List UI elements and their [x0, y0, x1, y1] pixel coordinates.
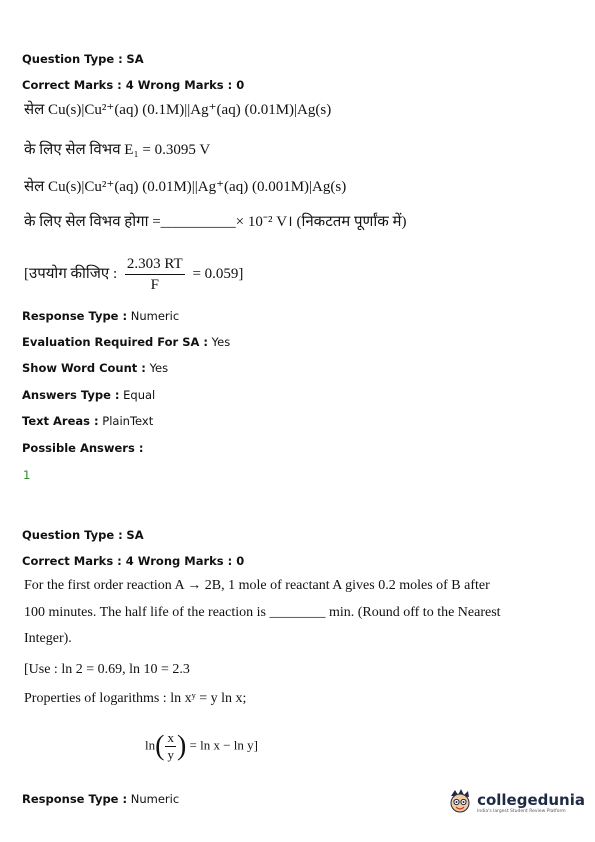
q1-field-4: Text Areas : PlainText [22, 414, 154, 428]
collegedunia-logo [447, 788, 585, 816]
q1-marks: Correct Marks : 4 Wrong Marks : 0 [22, 78, 245, 92]
q1-hint: [उपयोग कीजिए : $\frac{2.303 RT}{F}$ = 0.059] [24, 256, 244, 293]
q1-type: Question Type : SA [22, 52, 144, 66]
q1-field-1: Evaluation Required For SA : Yes [22, 335, 231, 349]
q1-line1: सेल Cu(s)|Cu²⁺(aq) (0.1M)||Ag⁺(aq) (0.01M)|Ag(s) [24, 102, 332, 118]
q1-answer: 1 [23, 468, 31, 482]
q2-line4: [Use : ln 2 = 0.69, ln 10 = 2.3 [24, 662, 190, 677]
logo-name: collegedunia [477, 790, 585, 809]
q1-hint-fraction: $\frac{2.303 RT}{F}$ [126, 256, 183, 293]
logo-tagline: India's largest Student Review Platform [477, 808, 566, 814]
q2-line1: For the first order reaction A → 2B, 1 mole of reactant A gives 0.2 moles of B after [24, 578, 490, 593]
q2-type: Question Type : SA [22, 528, 144, 542]
q1-field-3: Answers Type : Equal [22, 388, 156, 402]
q2-line2: 100 minutes. The half life of the reaction is ________ min. (Round off to the Nearest [24, 605, 501, 620]
q1-field-2: Show Word Count : Yes [22, 361, 169, 375]
q1-field-5: Possible Answers : [22, 441, 144, 455]
q2-line5: Properties of logarithms : ln xʸ = y ln x; [24, 691, 247, 706]
q2-marks: Correct Marks : 4 Wrong Marks : 0 [22, 554, 245, 568]
q2-log-formula: ln( $\frac{x}{y}$ ) = ln x − ln y] [145, 730, 258, 762]
q1-line4: के लिए सेल विभव होगा =__________× 10⁻² V। (निकटतम पूर्णांक में) [24, 214, 407, 230]
q1-line3: सेल Cu(s)|Cu²⁺(aq) (0.01M)||Ag⁺(aq) (0.001M)|Ag(s) [24, 179, 347, 195]
q1-line2: के लिए सेल विभव E₁ = 0.3095 V [24, 142, 211, 158]
q2-response-type: Response Type : Numeric [22, 792, 180, 806]
mascot-icon [447, 788, 473, 816]
q2-line3: Integer). [24, 631, 72, 646]
q1-field-0: Response Type : Numeric [22, 309, 180, 323]
